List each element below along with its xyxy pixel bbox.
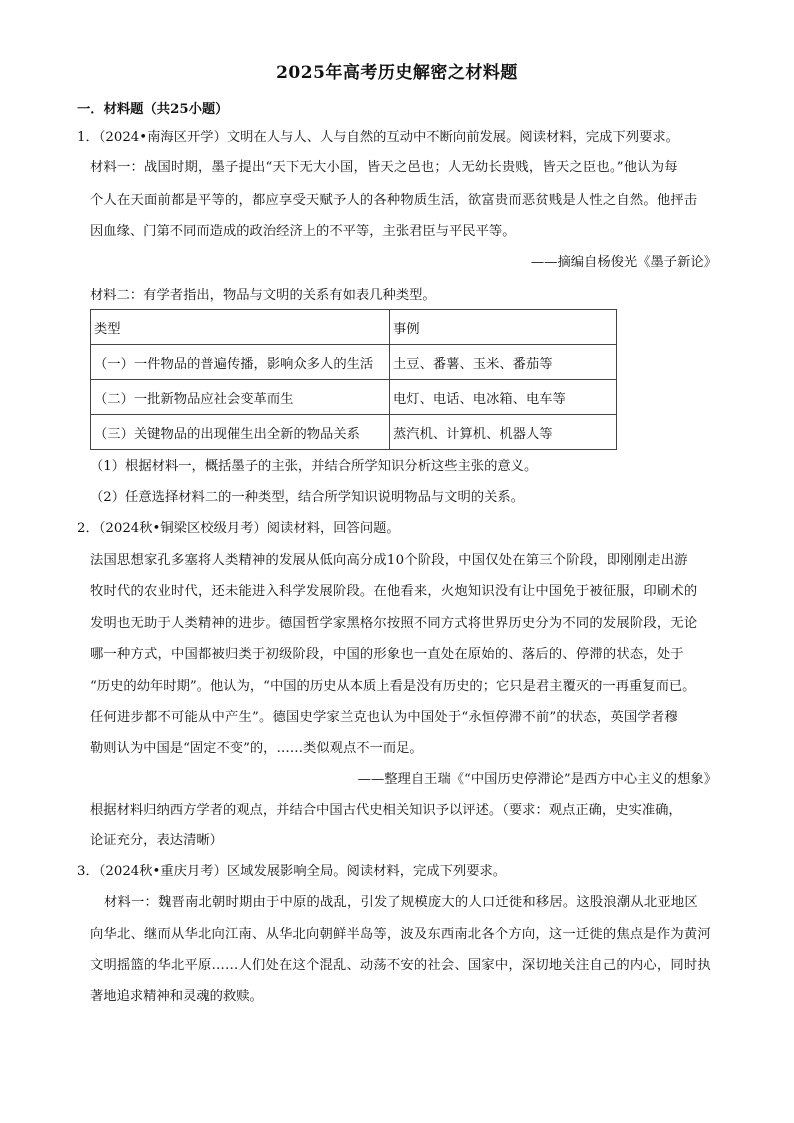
table-cell: （一）一件物品的普遍传播，影响众多人的生活 <box>91 345 390 380</box>
q3-material-1-line: 文明摇篮的华北平原……人们处在这个混乱、动荡不安的社会、国家中，深切地关注自己的内心，同时执 <box>90 958 711 973</box>
table-row <box>91 380 617 415</box>
q1-ask-1: （1）根据材料一，概括墨子的主张，并结合所学知识分析这些主张的意义。 <box>90 459 538 474</box>
q1-material-1-line: 因血缘、门第不同而造成的政治经济上的不平等，主张君臣与平民平等。 <box>90 224 516 239</box>
q3-material-1-line: 著地追求精神和灵魂的救赎。 <box>90 989 263 1004</box>
table-row <box>91 345 617 380</box>
question-2-heading: 2．（2024秋•铜梁区校级月考）阅读材料，回答问题。 <box>77 521 400 536</box>
q2-material-line: 法国思想家孔多塞将人类精神的发展从低向高分成10个阶段，中国仅处在第三个阶段，即刚刚走出游 <box>90 553 688 568</box>
q1-material-1-line: 材料一：战国时期，墨子提出“天下无大小国，皆天之邑也；人无幼长贵贱，皆天之臣也。”他认为每 <box>90 160 678 175</box>
q2-material-line: 发明也无助于人类精神的进步。德国哲学家黑格尔按照不同方式将世界历史分为不同的发展阶段，无论 <box>90 616 698 631</box>
q2-ask-line: 论证充分，表达清晰） <box>90 833 223 848</box>
q1-ask-2: （2）任意选择材料二的一种类型，结合所学知识说明物品与文明的关系。 <box>90 490 524 505</box>
table-cell: 电灯、电话、电冰箱、电车等 <box>390 380 617 415</box>
table-header-row <box>91 310 617 345</box>
table-cell: （三）关键物品的出现催生出全新的物品关系 <box>91 415 390 450</box>
page-title: 2025年高考历史解密之材料题 <box>276 63 518 83</box>
object-civilization-table <box>90 309 617 450</box>
question-1-heading: 1．（2024•南海区开学）文明在人与人、人与自然的互动中不断向前发展。阅读材料，完成下列要求。 <box>77 130 679 145</box>
q2-material-line: 哪一种方式，中国都被归类于初级阶段，中国的形象也一直处在原始的、落后的、停滞的状态，处于 <box>90 647 684 662</box>
q2-ask-line: 根据材料归纳西方学者的观点，并结合中国古代史相关知识予以评述。（要求：观点正确，史实准确， <box>90 803 682 818</box>
question-3-heading: 3．（2024秋•重庆月考）区域发展影响全局。阅读材料，完成下列要求。 <box>77 864 507 879</box>
q3-material-1-line: 材料一：魏晋南北朝时期由于中原的战乱，引发了规模庞大的人口迁徙和移居。这股浪潮从北亚地区 <box>104 895 698 910</box>
q2-material-line: “历史的幼年时期”。他认为，“中国的历史从本质上看是没有历史的；它只是君主覆灭的一再重复而已。 <box>90 679 696 694</box>
q2-material-line: 牧时代的农业时代，还未能进入科学发展阶段。在他看来，火炮知识没有让中国免于被征服，印刷术的 <box>90 584 698 599</box>
q1-material-2-intro: 材料二：有学者指出，物品与文明的关系有如表几种类型。 <box>90 288 436 303</box>
table-header-cell: 类型 <box>91 310 390 345</box>
q2-material-line: 勒则认为中国是“固定不变”的，……类似观点不一而足。 <box>90 741 423 756</box>
q3-material-1-line: 向华北、继而从华北向江南、从华北向朝鲜半岛等，波及东西南北各个方向，这一迁徙的焦点是作为黄河 <box>90 927 711 942</box>
table-header-cell: 事例 <box>390 310 617 345</box>
table-cell: 蒸汽机、计算机、机器人等 <box>390 415 617 450</box>
q2-material-line: 任何进步都不可能从中产生”。德国史学家兰克也认为中国处于“永恒停滞不前”的状态，英国学者穆 <box>90 710 678 725</box>
q1-material-1-source: ——摘编自杨俊光《墨子新论》 <box>530 255 717 270</box>
table-cell: （二）一批新物品应社会变革而生 <box>91 380 390 415</box>
q2-source: ——整理自王瑞《“中国历史停滞论”是西方中心主义的想象》 <box>357 772 717 787</box>
section-heading: 一．材料题（共25小题） <box>77 102 229 117</box>
table-cell: 土豆、番薯、玉米、番茄等 <box>390 345 617 380</box>
q1-material-1-line: 个人在天面前都是平等的，都应享受天赋予人的各种物质生活，欲富贵而恶贫贱是人性之自然。他抨击 <box>90 193 698 208</box>
table-row <box>91 415 617 450</box>
